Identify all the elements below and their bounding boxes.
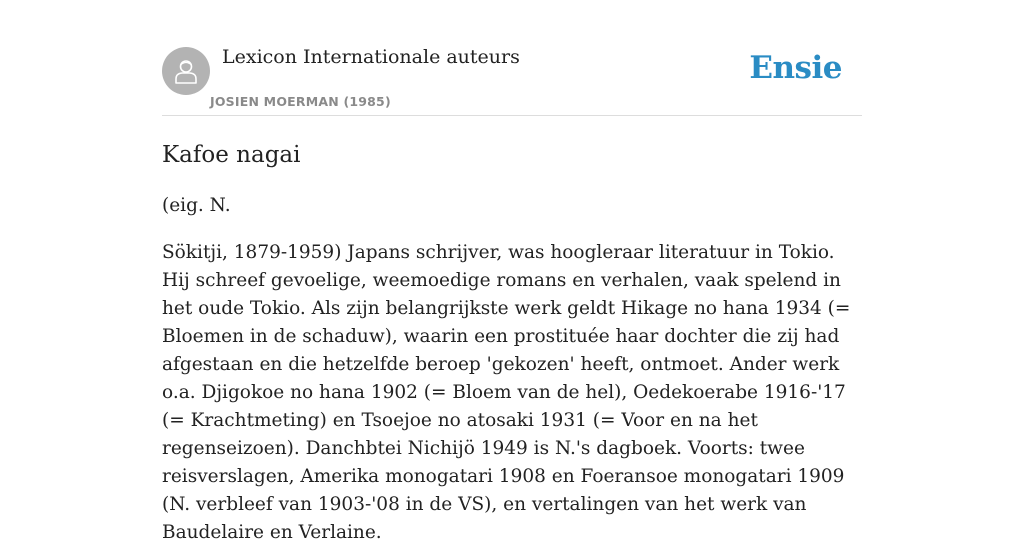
article-paragraph: Sökitji, 1879-1959) Japans schrijver, was hoogleraar literatuur in Tokio. Hij schreef gevoelige, weemoedige romans en verhalen, vaak spelend in het oude Tokio. Als zijn belangrijkste werk geldt Hikage no hana 1934 (= Bloemen in de schaduw), waarin een prostituée haar dochter die zij had afgestaan en die hetzelfde beroep 'gekozen' heeft, ontmoet. Ander werk o.a. Djigokoe no hana 1902 (= Bloem van de hel), Oedekoerabe 1916-'17 (= Krachtmeting) en Tsoejoe no atosaki 1931 (= Voor en na het regenseizoen). Danchbtei Nichijö 1949 is N.'s dagboek. Voorts: twee reisverslagen, Amerika monogatari 1908 en Foeransoe monogatari 1909 (N. verbleef van 1903-'08 in de VS), en vertalingen van het werk van Baudelaire en Verlaine.: [162, 242, 851, 543]
page-header: [162, 0, 862, 116]
author-avatar[interactable]: [162, 47, 210, 95]
article-title: Kafoe nagai: [162, 142, 301, 168]
author-byline[interactable]: JOSIEN MOERMAN (1985): [210, 94, 391, 109]
user-icon: [171, 56, 201, 86]
ensie-logo[interactable]: Ensie: [749, 50, 842, 86]
article-paragraph: (eig. N.: [162, 195, 231, 216]
collection-title-link[interactable]: Lexicon Internationale auteurs: [222, 46, 520, 68]
article-content: [162, 140, 862, 547]
